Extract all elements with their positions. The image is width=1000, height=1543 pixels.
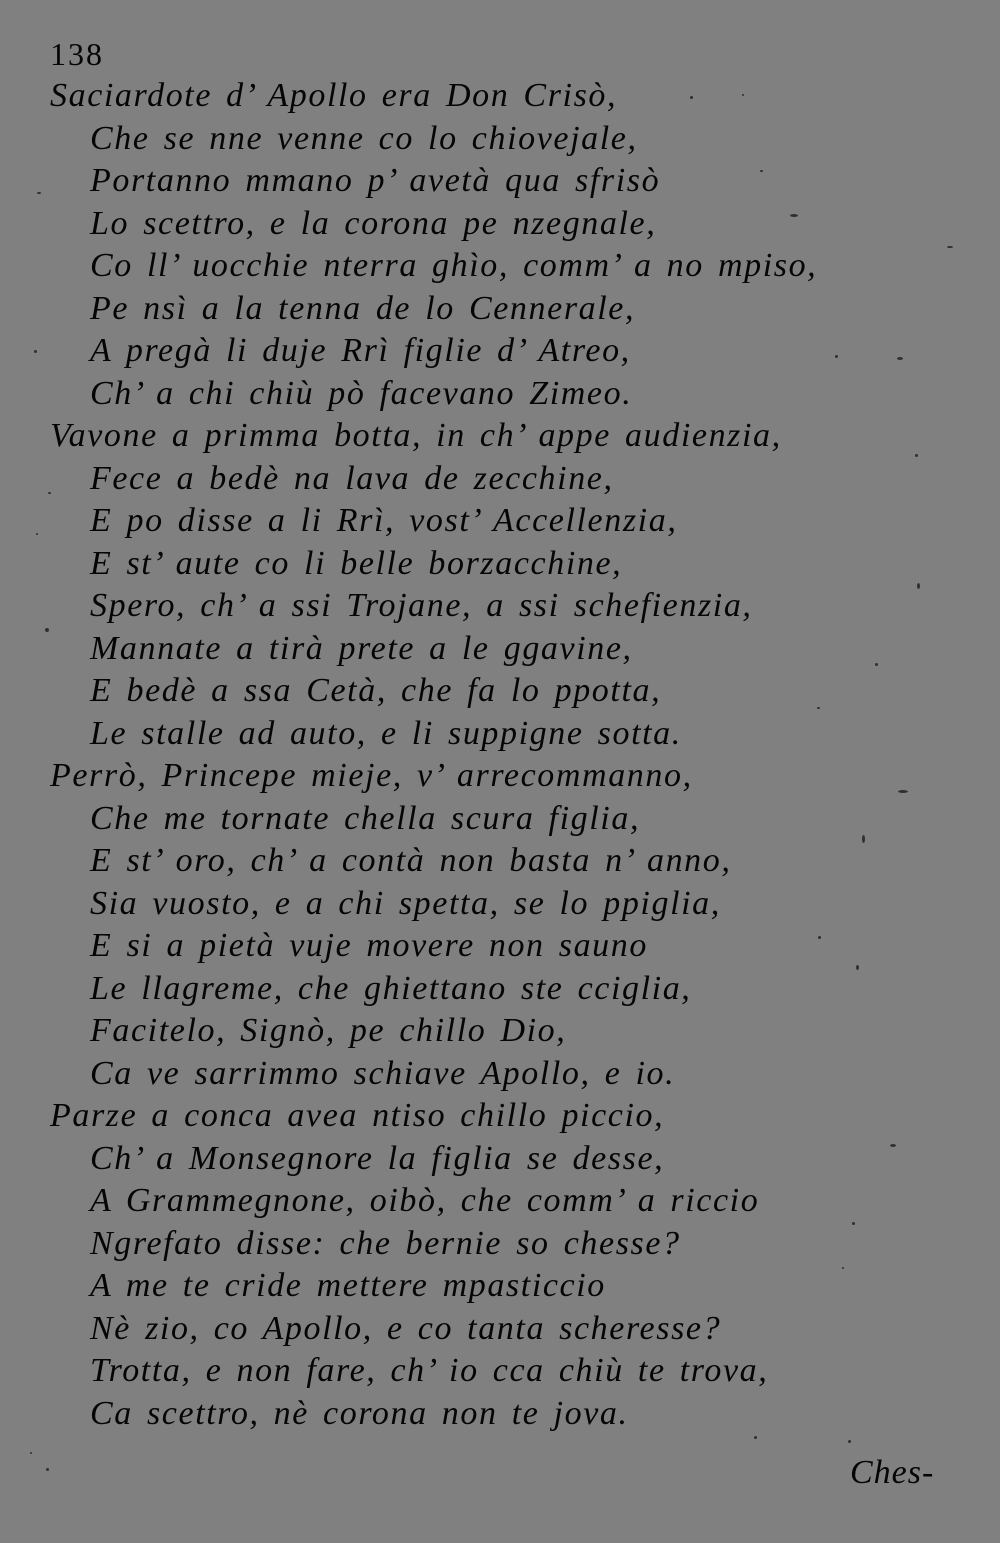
print-speck <box>742 94 744 96</box>
poem-line: E st’ aute co li belle borzacchine, <box>90 544 623 582</box>
print-speck <box>36 533 38 535</box>
print-speck <box>848 1440 851 1443</box>
poem-line: E bedè a ssa Cetà, che fa lo ppotta, <box>90 672 662 709</box>
poem-line: A pregà li duje Rrì figlie d’ Atreo, <box>90 332 631 369</box>
poem-line: Lo scettro, e la corona pe nzegnale, <box>90 204 657 242</box>
poem-line: Saciardote d’ Apollo era Don Crisò, <box>50 77 618 114</box>
poem-line: Che me tornate chella scura figlia, <box>90 799 641 837</box>
print-speck <box>915 454 918 457</box>
poem-line: Trotta, e non fare, ch’ io cca chiù te trova, <box>90 1352 769 1389</box>
print-speck <box>48 492 51 494</box>
poem-line: Parze a conca avea ntiso chillo piccio, <box>50 1097 665 1134</box>
print-speck <box>875 663 878 666</box>
poem-line: E po disse a li Rrì, vost’ Accellenzia, <box>90 502 678 539</box>
print-speck <box>818 936 821 939</box>
print-speck <box>898 790 908 793</box>
poem-line: Perrò, Princepe mieje, v’ arrecommanno, <box>50 757 693 794</box>
poem-line: Che se nne venne co lo chiovejale, <box>90 119 638 157</box>
poem-line: Ngrefato disse: che bernie so chesse? <box>90 1224 681 1262</box>
poem-line: E st’ oro, ch’ a contà non basta n’ anno, <box>90 842 732 879</box>
poem-line: Portanno mmano p’ avetà qua sfrisò <box>90 162 661 199</box>
print-speck <box>754 1436 757 1439</box>
poem-line: E si a pietà vuje movere non sauno <box>90 927 648 964</box>
print-speck <box>760 170 763 172</box>
catchword: Ches- <box>850 1454 935 1491</box>
print-speck <box>862 835 865 843</box>
poem-line: Le stalle ad auto, e li suppigne sotta. <box>90 714 682 752</box>
print-speck <box>897 357 903 360</box>
print-speck <box>835 355 838 358</box>
poem-line: Pe nsì a la tenna de lo Cennerale, <box>90 289 636 327</box>
poem-line: Ch’ a chi chiù pò facevano Zimeo. <box>90 374 633 412</box>
poem-line: Sia vuosto, e a chi spetta, se lo ppiglia, <box>90 884 721 922</box>
print-speck <box>690 96 693 99</box>
poem-line: Ca ve sarrimmo schiave Apollo, e io. <box>90 1054 676 1092</box>
print-speck <box>852 1222 855 1225</box>
poem-line: Mannate a tirà prete a le ggavine, <box>90 629 633 667</box>
poem-line: Vavone a primma botta, in ch’ appe audienzia, <box>50 417 782 454</box>
print-speck <box>46 1468 49 1471</box>
poem-line: Nè zio, co Apollo, e co tanta scheresse? <box>90 1309 722 1347</box>
print-speck <box>790 214 798 217</box>
print-speck <box>917 583 920 589</box>
poem-line: Ca scettro, nè corona non te jova. <box>90 1394 629 1432</box>
page-number: 138 <box>50 36 104 72</box>
poem-line: Co ll’ uocchie nterra ghìo, comm’ a no mpiso, <box>90 247 818 284</box>
print-speck <box>842 1267 844 1269</box>
poem-line: Spero, ch’ a ssi Trojane, a ssi schefienzia, <box>90 587 753 624</box>
poem-line: Ch’ a Monsegnore la figlia se desse, <box>90 1139 665 1177</box>
print-speck <box>947 246 953 248</box>
poem-line: Facitelo, Signò, pe chillo Dio, <box>90 1012 567 1049</box>
poem-line: A Grammegnone, oibò, che comm’ a riccio <box>90 1182 760 1219</box>
poem-line: A me te cride mettere mpasticcio <box>90 1267 606 1304</box>
print-speck <box>37 192 41 194</box>
print-speck <box>30 1452 32 1454</box>
poem-line: Le llagreme, che ghiettano ste cciglia, <box>90 969 692 1007</box>
print-speck <box>45 628 49 632</box>
print-speck <box>856 965 859 970</box>
poem-line: Fece a bedè na lava de zecchine, <box>90 459 614 497</box>
print-speck <box>890 1144 896 1147</box>
print-speck <box>817 707 820 709</box>
print-speck <box>34 350 37 353</box>
